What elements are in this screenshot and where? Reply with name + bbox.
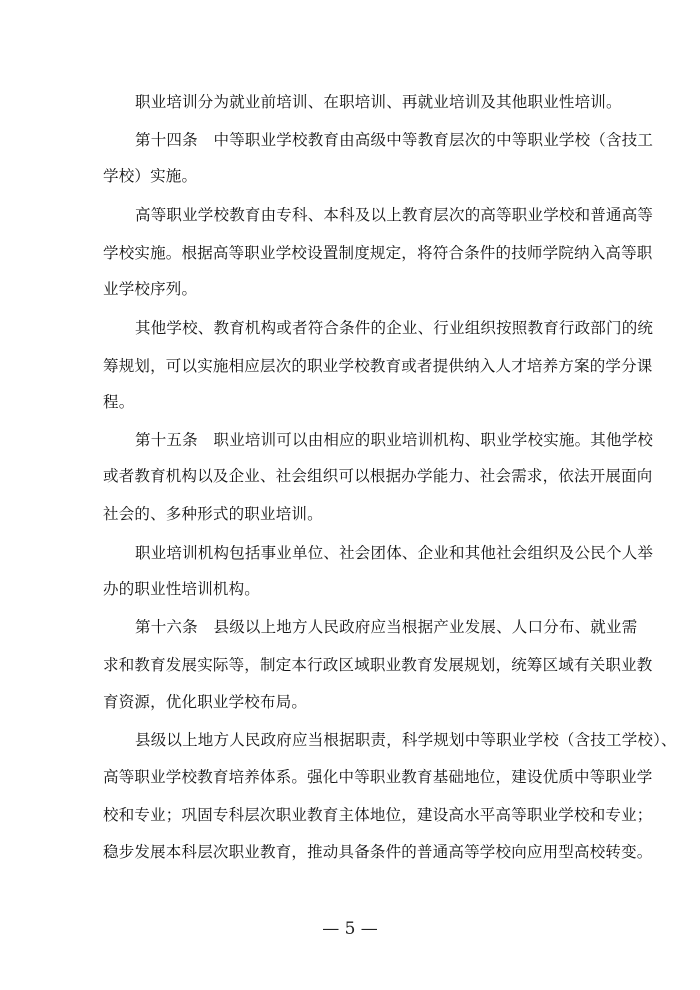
text-line: 求和教育发展实际等，制定本行政区域职业教育发展规划，统筹区域有关职业教 — [103, 656, 653, 674]
text-line: 业学校序列。 — [103, 280, 198, 298]
text-line: 或者教育机构以及企业、社会组织可以根据办学能力、社会需求，依法开展面向 — [103, 467, 653, 485]
text-line: 学校实施。根据高等职业学校设置制度规定，将符合条件的技师学院纳入高等职 — [103, 244, 653, 262]
article-15-heading-line: 第十五条 职业培训可以由相应的职业培训机构、职业学校实施。其他学校 — [135, 431, 654, 449]
text-line: 稳步发展本科层次职业教育，推动具备条件的普通高等学校向应用型高校转变。 — [103, 843, 653, 861]
article-14-heading-line: 第十四条 中等职业学校教育由高级中等教育层次的中等职业学校（含技工 — [135, 131, 654, 149]
text-line: 职业培训机构包括事业单位、社会团体、企业和其他社会组织及公民个人举 — [135, 544, 654, 562]
text-line: 校和专业；巩固专科层次职业教育主体地位，建设高水平高等职业学校和专业； — [103, 806, 653, 824]
page-number: — 5 — — [322, 919, 378, 939]
text-line: 高等职业学校教育由专科、本科及以上教育层次的高等职业学校和普通高等 — [135, 206, 654, 224]
article-16-heading-line: 第十六条 县级以上地方人民政府应当根据产业发展、人口分布、就业需 — [135, 618, 638, 636]
text-line: 程。 — [103, 393, 135, 411]
text-line: 高等职业学校教育培养体系。强化中等职业教育基础地位，建设优质中等职业学 — [103, 768, 653, 786]
text-line: 筹规划，可以实施相应层次的职业学校教育或者提供纳入人才培养方案的学分课 — [103, 357, 653, 375]
text-line: 县级以上地方人民政府应当根据职责，科学规划中等职业学校（含技工学校）、 — [135, 731, 677, 749]
text-line: 办的职业性培训机构。 — [103, 580, 261, 598]
text-line: 其他学校、教育机构或者符合条件的企业、行业组织按照教育行政部门的统 — [135, 319, 654, 337]
text-line: 社会的、多种形式的职业培训。 — [103, 505, 323, 523]
text-line: 育资源，优化职业学校布局。 — [103, 693, 308, 711]
text-line: 职业培训分为就业前培训、在职培训、再就业培训及其他职业性培训。 — [135, 93, 622, 111]
text-line: 学校）实施。 — [103, 167, 198, 185]
